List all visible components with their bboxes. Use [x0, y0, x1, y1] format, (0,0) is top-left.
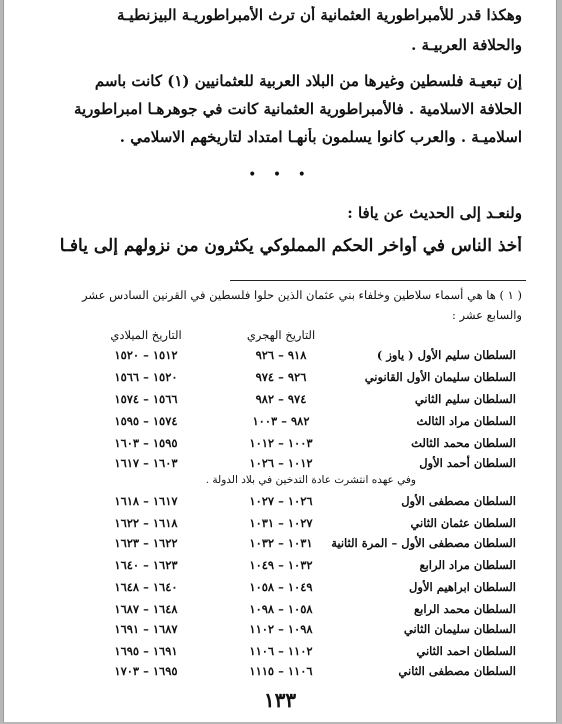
footnote-line2: والسابع عشر :: [452, 308, 522, 322]
table-row: [4, 370, 556, 392]
miladi-date: ١٦٤٨ – ١٦٨٧: [114, 602, 178, 616]
miladi-date: ١٥٦٦ – ١٥٧٤: [114, 392, 178, 406]
hijri-date: ١٠٩٨ – ١١٠٢: [249, 622, 313, 636]
table-row: [4, 392, 556, 414]
hijri-date: ١٠٣١ – ١٠٣٢: [249, 536, 313, 550]
document-page: [4, 0, 556, 722]
miladi-date: ١٥٢٠ – ١٥٦٦: [114, 370, 178, 384]
table-row: [4, 348, 556, 370]
page-number: ١٣٣: [263, 688, 297, 712]
sultan-name: السلطان محمد الثالث: [411, 436, 516, 450]
sultan-name: السلطان مصطفى الأول: [401, 494, 516, 508]
sultan-name: السلطان سليمان الثاني: [403, 622, 516, 636]
miladi-date: ١٥١٢ – ١٥٢٠: [114, 348, 178, 362]
hijri-date: ١٠٣٢ – ١٠٤٩: [249, 558, 313, 572]
table-row: [4, 494, 556, 516]
paragraph1-line2: والحلافة العربيـة .: [411, 36, 522, 54]
miladi-date: ١٦٩٥ – ١٧٠٣: [114, 664, 178, 678]
table-row: [4, 516, 556, 538]
table-row: [4, 536, 556, 558]
hijri-date: ١٠٠٣ – ١٠١٢: [249, 436, 313, 450]
paragraph2-line2: الحلافة الاسلامية . فالأمبراطورية العثمانية كانت في جوهرهـا امبراطورية: [73, 100, 522, 118]
sultan-name: السلطان مصطفى الثاني: [398, 664, 516, 678]
hijri-date: ١٠٤٩ – ١٠٥٨: [249, 580, 313, 594]
column-header-hijri: التاريخ الهجري: [246, 328, 316, 342]
sultan-name: السلطان سليمان الأول القانوني: [364, 370, 516, 384]
miladi-date: ١٦٠٣ – ١٦١٧: [114, 456, 178, 470]
table-row: [4, 580, 556, 602]
footnote-divider: [230, 280, 526, 281]
hijri-date: ١٠٥٨ – ١٠٩٨: [249, 602, 313, 616]
column-header-miladi: التاريخ الميلادي: [110, 328, 182, 342]
miladi-date: ١٦٢٣ – ١٦٤٠: [114, 558, 178, 572]
hijri-date: ١١٠٦ – ١١١٥: [249, 664, 313, 678]
table-row: [4, 644, 556, 666]
hijri-date: ١٠١٢ – ١٠٢٦: [249, 456, 313, 470]
section-separator: • • •: [248, 167, 312, 183]
table-row: [4, 664, 556, 686]
table-row: [4, 558, 556, 580]
table-row: [4, 622, 556, 644]
miladi-date: ١٦٤٠ – ١٦٤٨: [114, 580, 178, 594]
miladi-date: ١٦١٨ – ١٦٢٢: [114, 516, 178, 530]
hijri-date: ١٠٢٦ – ١٠٢٧: [249, 494, 313, 508]
reign-note: وفي عهده انتشرت عادة التدخين في بلاد الدولة .: [205, 474, 416, 486]
hijri-date: ١٠٢٧ – ١٠٣١: [249, 516, 313, 530]
sultan-name: السلطان محمد الرابع: [414, 602, 516, 616]
table-row: [4, 602, 556, 624]
sultan-name: السلطان ابراهيم الأول: [409, 580, 516, 594]
hijri-date: ٩١٨ – ٩٢٦: [255, 348, 307, 362]
paragraph3-line2: أخذ الناس في أواخر الحكم المملوكي يكثرون من نزولهم إلى يافـا: [59, 236, 522, 256]
sultan-name: السلطان أحمد الأول: [419, 456, 516, 470]
miladi-date: ١٦٢٢ – ١٦٢٣: [114, 536, 178, 550]
paragraph3-line1: ولنعـد إلى الحديث عن يافا :: [347, 204, 522, 222]
footnote-line1: ( ١ ) ها هي أسماء سلاطين وخلفاء بني عثمان الذين حلوا فلسطين في القرنين السادس عشر: [82, 288, 522, 302]
miladi-date: ١٥٧٤ – ١٥٩٥: [114, 414, 178, 428]
paragraph1-line1: وهكذا قدر للأمبراطورية العثمانية أن ترث الأمبراطوريـة البيزنطيـة: [116, 6, 522, 24]
miladi-date: ١٦٩١ – ١٦٩٥: [114, 644, 178, 658]
hijri-date: ٩٨٢ – ١٠٠٣: [252, 414, 310, 428]
paragraph2-line3: اسلاميـة . والعرب كانوا يسلمون بأنهـا امتداد لتاريخهم الاسلامي .: [119, 128, 522, 146]
miladi-date: ١٥٩٥ – ١٦٠٣: [114, 436, 178, 450]
sultan-name: السلطان مراد الرابع: [419, 558, 516, 572]
sultan-name: السلطان مصطفى الأول – المرة الثانية: [331, 536, 516, 550]
hijri-date: ٩٧٤ – ٩٨٢: [255, 392, 307, 406]
paragraph2-line1: إن تبعيـة فلسطين وغيرها من البلاد العربية للعثمانيين (١) كانت باسم: [94, 72, 522, 90]
sultan-name: السلطان سليم الثاني: [414, 392, 516, 406]
sultan-name: السلطان عثمان الثاني: [410, 516, 516, 530]
sultan-name: السلطان احمد الثاني: [416, 644, 516, 658]
sultan-name: السلطان سليم الأول ( ياوز ): [376, 348, 516, 362]
table-row: [4, 436, 556, 458]
miladi-date: ١٦١٧ – ١٦١٨: [114, 494, 178, 508]
miladi-date: ١٦٨٧ – ١٦٩١: [114, 622, 178, 636]
sultan-name: السلطان مراد الثالث: [416, 414, 516, 428]
hijri-date: ١١٠٢ – ١١٠٦: [249, 644, 313, 658]
hijri-date: ٩٢٦ – ٩٧٤: [255, 370, 307, 384]
table-row: [4, 414, 556, 436]
